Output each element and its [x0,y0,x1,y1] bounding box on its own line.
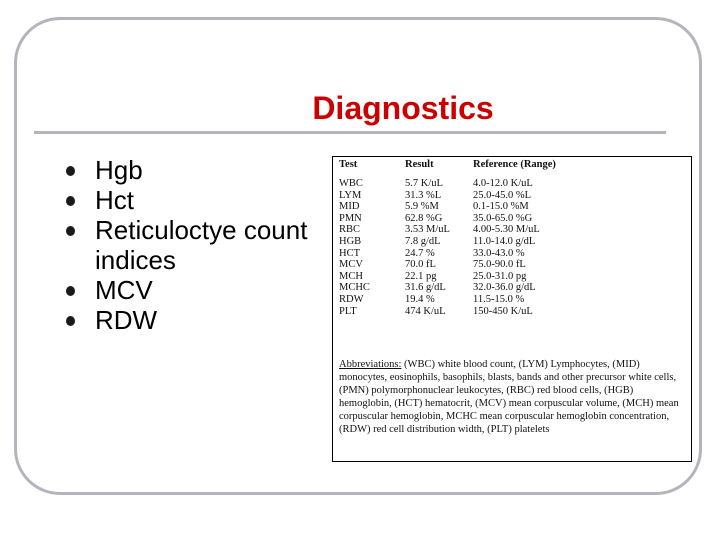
bullet-item [66,185,345,215]
result-cell: 3.53 M/uL [405,224,450,236]
bullet-item [66,155,345,185]
bullet-dot-icon [66,226,75,236]
reference-cell: 4.0-12.0 K/uL [473,178,533,189]
test-cell: PLT [339,305,357,317]
lab-results-table [339,159,623,317]
test-cell: HGB [339,235,362,247]
bullet-text-continued: indices [95,245,176,275]
test-cell: RBC [339,224,361,236]
result-cell: 19.4 % [405,293,435,305]
table-row [339,236,623,248]
result-cell: 7.8 g/dL [405,235,441,247]
table-row [339,306,623,318]
table-row [339,271,623,283]
table-row [339,259,623,271]
bullet-text: Hgb [95,155,143,185]
bullet-item [66,215,345,275]
bullet-dot-icon [66,316,75,326]
table-row [339,178,623,190]
bullet-text: MCV [95,275,153,305]
abbreviations-text: (WBC) white blood count, (LYM) Lymphocytes, (MID) monocytes, eosinophils, basophils, blasts, bands and other precursor white cells, (PMN) polymorphonuclear leukocytes, (RBC) red blood cells, (HGB) hemoglobin, (HCT) hematocrit, (MCV) mean corpuscular volume, (MCH) mean corpuscular hemoglobin, MCHC mean corpuscular hemoglobin concentration, (RDW) red cell distribution width, (PLT) platelets [339,359,679,435]
reference-cell: 25.0-45.0 %L [473,189,532,201]
bullet-dot-icon [66,166,75,176]
reference-cell: 11.0-14.0 g/dL [473,235,536,247]
bullet-text: Reticuloctye count [95,215,308,245]
test-cell: MCH [339,270,363,282]
test-cell: RDW [339,293,364,305]
result-cell: 24.7 % [405,247,435,259]
title-divider [34,131,666,134]
abbreviations-label: Abbreviations: [339,359,402,370]
test-cell: MID [339,201,360,213]
test-cell: MCV [339,259,363,271]
result-cell: 22.1 pg [405,270,437,282]
column-header-result: Result [405,159,434,170]
test-cell: PMN [339,212,362,224]
result-cell: 474 K/uL [405,305,446,317]
test-cell: MCHC [339,282,370,294]
reference-cell: 4.00-5.30 M/uL [473,224,540,236]
reference-cell: 35.0-65.0 %G [473,212,533,224]
result-cell: 31.6 g/dL [405,282,446,294]
column-header-reference: Reference (Range) [473,159,556,170]
table-row [339,248,623,260]
bullet-list [66,155,345,335]
bullet-item [66,275,345,305]
table-row [339,213,623,225]
bullet-text: RDW [95,305,158,335]
table-row [339,282,623,294]
reference-cell: 75.0-90.0 fL [473,259,526,271]
table-row [339,190,623,202]
table-row [339,294,623,306]
table-header-row [339,159,623,178]
table-row [339,224,623,236]
result-cell: 62.8 %G [405,212,443,224]
reference-cell: 25.0-31.0 pg [473,270,527,282]
column-header-test: Test [339,159,358,170]
bullet-dot-icon [66,196,75,206]
lab-results-panel [332,156,692,462]
reference-cell: 150-450 K/uL [473,305,533,317]
test-cell: LYM [339,189,362,201]
table-row [339,201,623,213]
reference-cell: 11.5-15.0 % [473,293,525,305]
lab-table-body [339,178,623,317]
test-cell: WBC [339,178,363,189]
result-cell: 5.7 K/uL [405,178,443,189]
result-cell: 31.3 %L [405,189,442,201]
reference-cell: 32.0-36.0 g/dL [473,282,536,294]
result-cell: 5.9 %M [405,201,439,213]
abbreviations-note [339,358,683,436]
bullet-item [66,305,345,335]
bullet-dot-icon [66,286,75,296]
slide-title: Diagnostics [312,90,494,126]
bullet-text: Hct [95,185,134,215]
test-cell: HCT [339,247,360,259]
reference-cell: 33.0-43.0 % [473,247,525,259]
reference-cell: 0.1-15.0 %M [473,201,529,213]
result-cell: 70.0 fL [405,259,436,271]
